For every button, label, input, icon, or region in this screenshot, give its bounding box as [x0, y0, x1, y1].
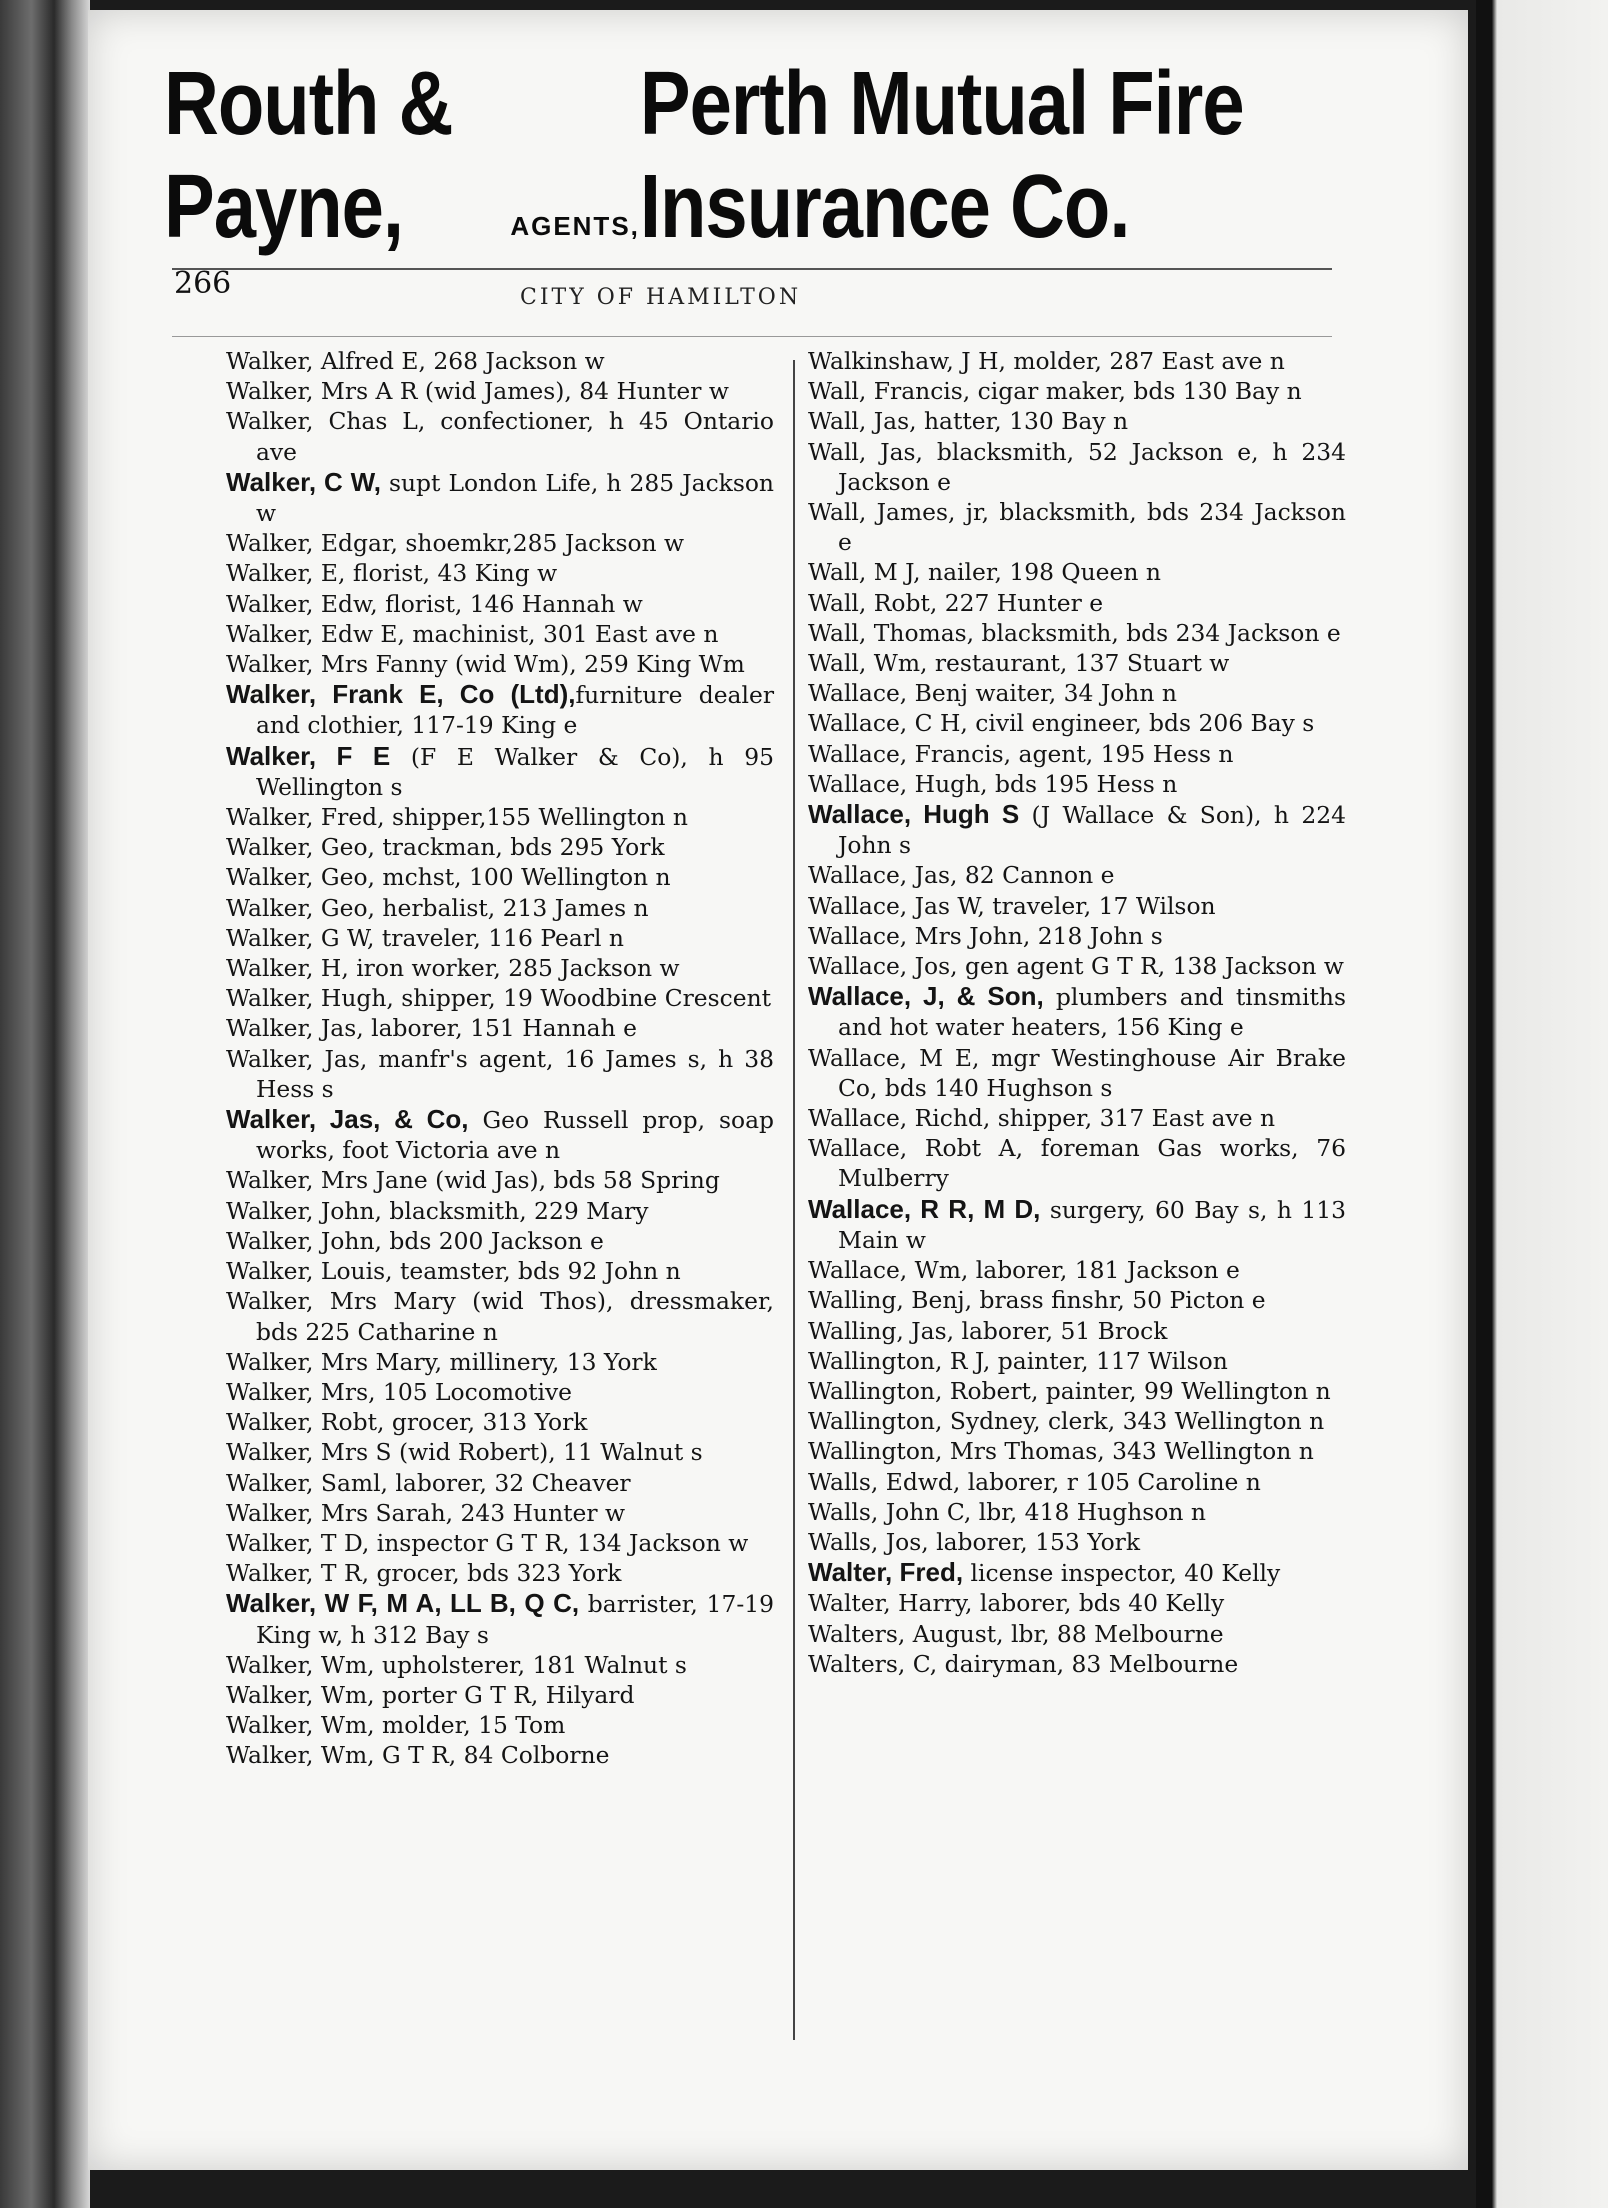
ad-agents-label: AGENTS,: [510, 211, 640, 241]
entry-text: Walker, Louis, teamster, bds 92 John n: [226, 1257, 681, 1286]
entry-text: license inspector, 40 Kelly: [963, 1559, 1281, 1588]
entry-text: Walker, Mrs Fanny (wid Wm), 259 King Wm: [226, 650, 745, 679]
column-divider: [793, 360, 795, 2040]
entry-text: Walker, Saml, laborer, 32 Cheaver: [226, 1468, 631, 1497]
directory-entry: [808, 1497, 1346, 1527]
directory-entry: [226, 679, 774, 740]
directory-entry: [808, 557, 1346, 587]
entry-text: Wallace, Benj waiter, 34 John n: [808, 679, 1177, 708]
entry-text: Wall, M J, nailer, 198 Queen n: [808, 558, 1161, 587]
directory-entry: [808, 1376, 1346, 1406]
entry-text: Wallace, Francis, agent, 195 Hess n: [808, 739, 1234, 768]
directory-entry: [808, 1557, 1346, 1588]
ad-agency-name: Routh & Payne,: [164, 53, 453, 257]
entry-text: Walker, Mrs Jane (wid Jas), bds 58 Spring: [226, 1166, 720, 1195]
entry-text: Walker, Wm, G T R, 84 Colborne: [226, 1741, 610, 1770]
directory-entry: [808, 1103, 1346, 1133]
directory-entry: [808, 739, 1346, 769]
directory-entry: [226, 1710, 774, 1740]
directory-entry: [226, 467, 774, 528]
directory-entry: [226, 528, 774, 558]
directory-entry: [808, 406, 1346, 436]
directory-entry: [226, 862, 774, 892]
directory-entry: [226, 832, 774, 862]
directory-entry: [808, 648, 1346, 678]
directory-entry: [226, 1104, 774, 1165]
facing-page-edge: [1476, 0, 1608, 2208]
entry-text: Wallace, Jas W, traveler, 17 Wilson: [808, 891, 1216, 920]
directory-entry: [808, 1285, 1346, 1315]
entry-text: Wall, Wm, restaurant, 137 Stuart w: [808, 649, 1230, 678]
entry-text: (J Wallace & Son), h 224 John s: [838, 801, 1347, 860]
entry-text: Walker, Hugh, shipper, 19 Woodbine Crescent: [226, 984, 772, 1013]
entry-text: Walker, Geo, trackman, bds 295 York: [226, 833, 665, 862]
directory-entry: [808, 678, 1346, 708]
header-advertisement: [164, 53, 1344, 258]
entry-text: Wall, Jas, hatter, 130 Bay n: [808, 407, 1129, 436]
directory-entry: [808, 588, 1346, 618]
directory-entry: [808, 891, 1346, 921]
entry-text: Walker, G W, traveler, 116 Pearl n: [226, 923, 624, 952]
entry-bold-name: Walker, C W,: [226, 466, 381, 497]
directory-entry: [226, 1013, 774, 1043]
directory-entry: [808, 860, 1346, 890]
entry-text: Walker, H, iron worker, 285 Jackson w: [226, 954, 680, 983]
directory-entry: [226, 558, 774, 588]
entry-text: Wallace, Jos, gen agent G T R, 138 Jackson w: [808, 952, 1344, 981]
entry-text: Wall, Jas, blacksmith, 52 Jackson e, h 234 Jackson e: [808, 437, 1346, 496]
entry-text: Wallington, Mrs Thomas, 343 Wellington n: [808, 1437, 1314, 1466]
directory-entry: [226, 1437, 774, 1467]
entry-text: Walker, Mrs, 105 Locomotive: [226, 1377, 573, 1406]
directory-entry: [226, 346, 774, 376]
directory-entry: [226, 1044, 774, 1104]
entry-text: Wallace, Wm, laborer, 181 Jackson e: [808, 1256, 1240, 1285]
directory-entry: [226, 1558, 774, 1588]
entry-text: (F E Walker & Co), h 95 Wellington s: [256, 742, 774, 801]
left-column: [226, 346, 774, 1771]
entry-text: plumbers and tinsmiths and hot water heaters, 156 King e: [838, 983, 1346, 1042]
entry-text: Walker, Mrs S (wid Robert), 11 Walnut s: [226, 1438, 703, 1467]
entry-text: Walker, Wm, upholsterer, 181 Walnut s: [226, 1650, 687, 1679]
directory-entry: [808, 1043, 1346, 1103]
entry-text: Walls, Edwd, laborer, r 105 Caroline n: [808, 1467, 1261, 1496]
entry-text: Walker, Jas, manfr's agent, 16 James s, h 38 Hess s: [226, 1044, 774, 1103]
entry-text: Walker, Edw, florist, 146 Hannah w: [226, 589, 643, 618]
entry-text: Walker, Wm, porter G T R, Hilyard: [226, 1680, 635, 1709]
ad-insurance-company: Perth Mutual Fire Insurance Co.: [639, 53, 1244, 257]
directory-entry: [808, 1588, 1346, 1618]
entry-bold-name: Walker, F E: [226, 740, 391, 771]
entry-text: Wallace, Mrs John, 218 John s: [808, 921, 1163, 950]
directory-entry: [226, 1498, 774, 1528]
entry-text: Walkinshaw, J H, molder, 287 East ave n: [808, 347, 1285, 375]
directory-entry: [808, 1346, 1346, 1376]
right-column: [808, 346, 1346, 1679]
entry-bold-name: Wallace, Hugh S: [808, 799, 1020, 830]
entry-text: Wall, James, jr, blacksmith, bds 234 Jackson e: [808, 498, 1346, 557]
directory-entry: [808, 376, 1346, 406]
directory-entry: [808, 951, 1346, 981]
subheader-rule: [172, 336, 1332, 337]
directory-entry: [226, 1468, 774, 1498]
directory-entry: [808, 799, 1346, 860]
directory-entry: [226, 1377, 774, 1407]
directory-entry: [226, 1256, 774, 1286]
entry-text: Wallington, Sydney, clerk, 343 Wellington n: [808, 1407, 1325, 1436]
directory-entry: [808, 1194, 1346, 1255]
directory-entry: [808, 1527, 1346, 1557]
entry-text: Walls, John C, lbr, 418 Hughson n: [808, 1497, 1206, 1526]
directory-entry: [808, 1316, 1346, 1346]
entry-text: Wallace, Robt A, foreman Gas works, 76 Mulberry: [808, 1134, 1346, 1193]
directory-entry: [808, 1467, 1346, 1497]
directory-entry: [808, 1255, 1346, 1285]
entry-bold-name: Walker, W F, M A, LL B, Q C,: [226, 1588, 580, 1619]
entry-text: Walker, Mrs Mary (wid Thos), dressmaker, bds 225 Catharine n: [226, 1287, 774, 1346]
entry-text: Walker, Geo, herbalist, 213 James n: [226, 893, 649, 922]
entry-bold-name: Walker, Frank E, Co (Ltd),: [226, 679, 576, 710]
directory-entry: [226, 741, 774, 802]
directory-entry: [226, 649, 774, 679]
directory-entry: [808, 769, 1346, 799]
entry-text: furniture dealer and clothier, 117-19 King e: [256, 681, 775, 740]
entry-text: Walling, Benj, brass finshr, 50 Picton e: [808, 1286, 1266, 1315]
directory-entry: [226, 893, 774, 923]
entry-text: Wallace, Hugh, bds 195 Hess n: [808, 769, 1178, 798]
entry-text: Walker, Geo, mchst, 100 Wellington n: [226, 863, 671, 892]
entry-text: Wall, Robt, 227 Hunter e: [808, 588, 1104, 617]
entry-text: Walker, T R, grocer, bds 323 York: [226, 1559, 622, 1588]
entry-text: Wall, Thomas, blacksmith, bds 234 Jackson e: [808, 618, 1341, 647]
header-rule: [172, 268, 1332, 270]
entry-bold-name: Wallace, R R, M D,: [808, 1193, 1041, 1224]
directory-entry: [226, 1165, 774, 1195]
entry-text: Wallace, Richd, shipper, 317 East ave n: [808, 1104, 1276, 1133]
directory-entry: [226, 1528, 774, 1558]
entry-text: surgery, 60 Bay s, h 113 Main w: [838, 1195, 1346, 1254]
directory-entry: [226, 1650, 774, 1680]
running-head: CITY OF HAMILTON: [520, 285, 802, 310]
entry-text: Walter, Harry, laborer, bds 40 Kelly: [808, 1589, 1225, 1618]
entry-text: Wallington, R J, painter, 117 Wilson: [808, 1346, 1228, 1375]
entry-bold-name: Walker, Jas, & Co,: [226, 1104, 469, 1135]
entry-text: Walker, Mrs Mary, millinery, 13 York: [226, 1347, 657, 1376]
directory-entry: [226, 802, 774, 832]
directory-entry: [808, 1436, 1346, 1466]
entry-bold-name: Wallace, J, & Son,: [808, 981, 1044, 1012]
entry-bold-name: Walter, Fred,: [808, 1557, 964, 1588]
entry-text: Walling, Jas, laborer, 51 Brock: [808, 1316, 1168, 1345]
directory-entry: [808, 1619, 1346, 1649]
entry-text: Walker, Mrs A R (wid James), 84 Hunter w: [226, 377, 729, 406]
directory-entry: [226, 983, 774, 1013]
directory-entry: [226, 1407, 774, 1437]
entry-text: Wallace, M E, mgr Westinghouse Air Brake Co, bds 140 Hughson s: [808, 1043, 1346, 1102]
directory-entry: [226, 953, 774, 983]
directory-entry: [226, 589, 774, 619]
directory-entry: [226, 406, 774, 466]
directory-entry: [808, 618, 1346, 648]
directory-entry: [226, 1347, 774, 1377]
entry-text: Wallington, Robert, painter, 99 Wellington n: [808, 1376, 1331, 1405]
directory-entry: [808, 708, 1346, 738]
directory-entry: [226, 923, 774, 953]
directory-entry: [226, 619, 774, 649]
entry-text: Walker, John, blacksmith, 229 Mary: [226, 1196, 649, 1225]
entry-text: Walters, C, dairyman, 83 Melbourne: [808, 1649, 1239, 1678]
scan-binding-edge: [0, 0, 90, 2208]
directory-entry: [226, 1740, 774, 1770]
directory-entry: [808, 497, 1346, 557]
entry-text: Walker, Edw E, machinist, 301 East ave n: [226, 619, 719, 648]
entry-text: Walker, Edgar, shoemkr,285 Jackson w: [226, 529, 685, 558]
entry-text: Wallace, Jas, 82 Cannon e: [808, 861, 1115, 890]
directory-entry: [808, 1406, 1346, 1436]
entry-text: Walker, Jas, laborer, 151 Hannah e: [226, 1014, 637, 1043]
directory-entry: [808, 346, 1346, 376]
directory-entry: [808, 921, 1346, 951]
directory-entry: [226, 1680, 774, 1710]
page-number: 266: [174, 266, 232, 301]
entry-text: Walker, Chas L, confectioner, h 45 Ontario ave: [226, 407, 774, 466]
entry-text: barrister, 17-19 King w, h 312 Bay s: [256, 1590, 774, 1649]
directory-entry: [226, 1226, 774, 1256]
entry-text: Walker, Wm, molder, 15 Tom: [226, 1711, 566, 1740]
directory-entry: [808, 437, 1346, 497]
entry-text: Wall, Francis, cigar maker, bds 130 Bay n: [808, 377, 1302, 406]
directory-entry: [808, 1133, 1346, 1193]
entry-text: Walker, T D, inspector G T R, 134 Jackson w: [226, 1528, 749, 1557]
directory-entry: [808, 1649, 1346, 1679]
directory-entry: [808, 981, 1346, 1042]
entry-text: Walker, Robt, grocer, 313 York: [226, 1408, 588, 1437]
entry-text: Geo Russell prop, soap works, foot Victoria ave n: [256, 1106, 774, 1165]
directory-entry: [226, 1588, 774, 1649]
entry-text: Walker, E, florist, 43 King w: [226, 559, 558, 588]
entry-text: Walters, August, lbr, 88 Melbourne: [808, 1619, 1224, 1648]
entry-text: Walker, Fred, shipper,155 Wellington n: [226, 803, 688, 832]
entry-text: Walls, Jos, laborer, 153 York: [808, 1527, 1141, 1556]
directory-entry: [226, 1286, 774, 1346]
entry-text: Walker, Mrs Sarah, 243 Hunter w: [226, 1498, 626, 1527]
entry-text: Wallace, C H, civil engineer, bds 206 Bay s: [808, 709, 1315, 738]
entry-text: Walker, Alfred E, 268 Jackson w: [226, 347, 605, 375]
entry-text: supt London Life, h 285 Jackson w: [256, 468, 774, 528]
directory-entry: [226, 1196, 774, 1226]
entry-text: Walker, John, bds 200 Jackson e: [226, 1226, 604, 1255]
directory-entry: [226, 376, 774, 406]
